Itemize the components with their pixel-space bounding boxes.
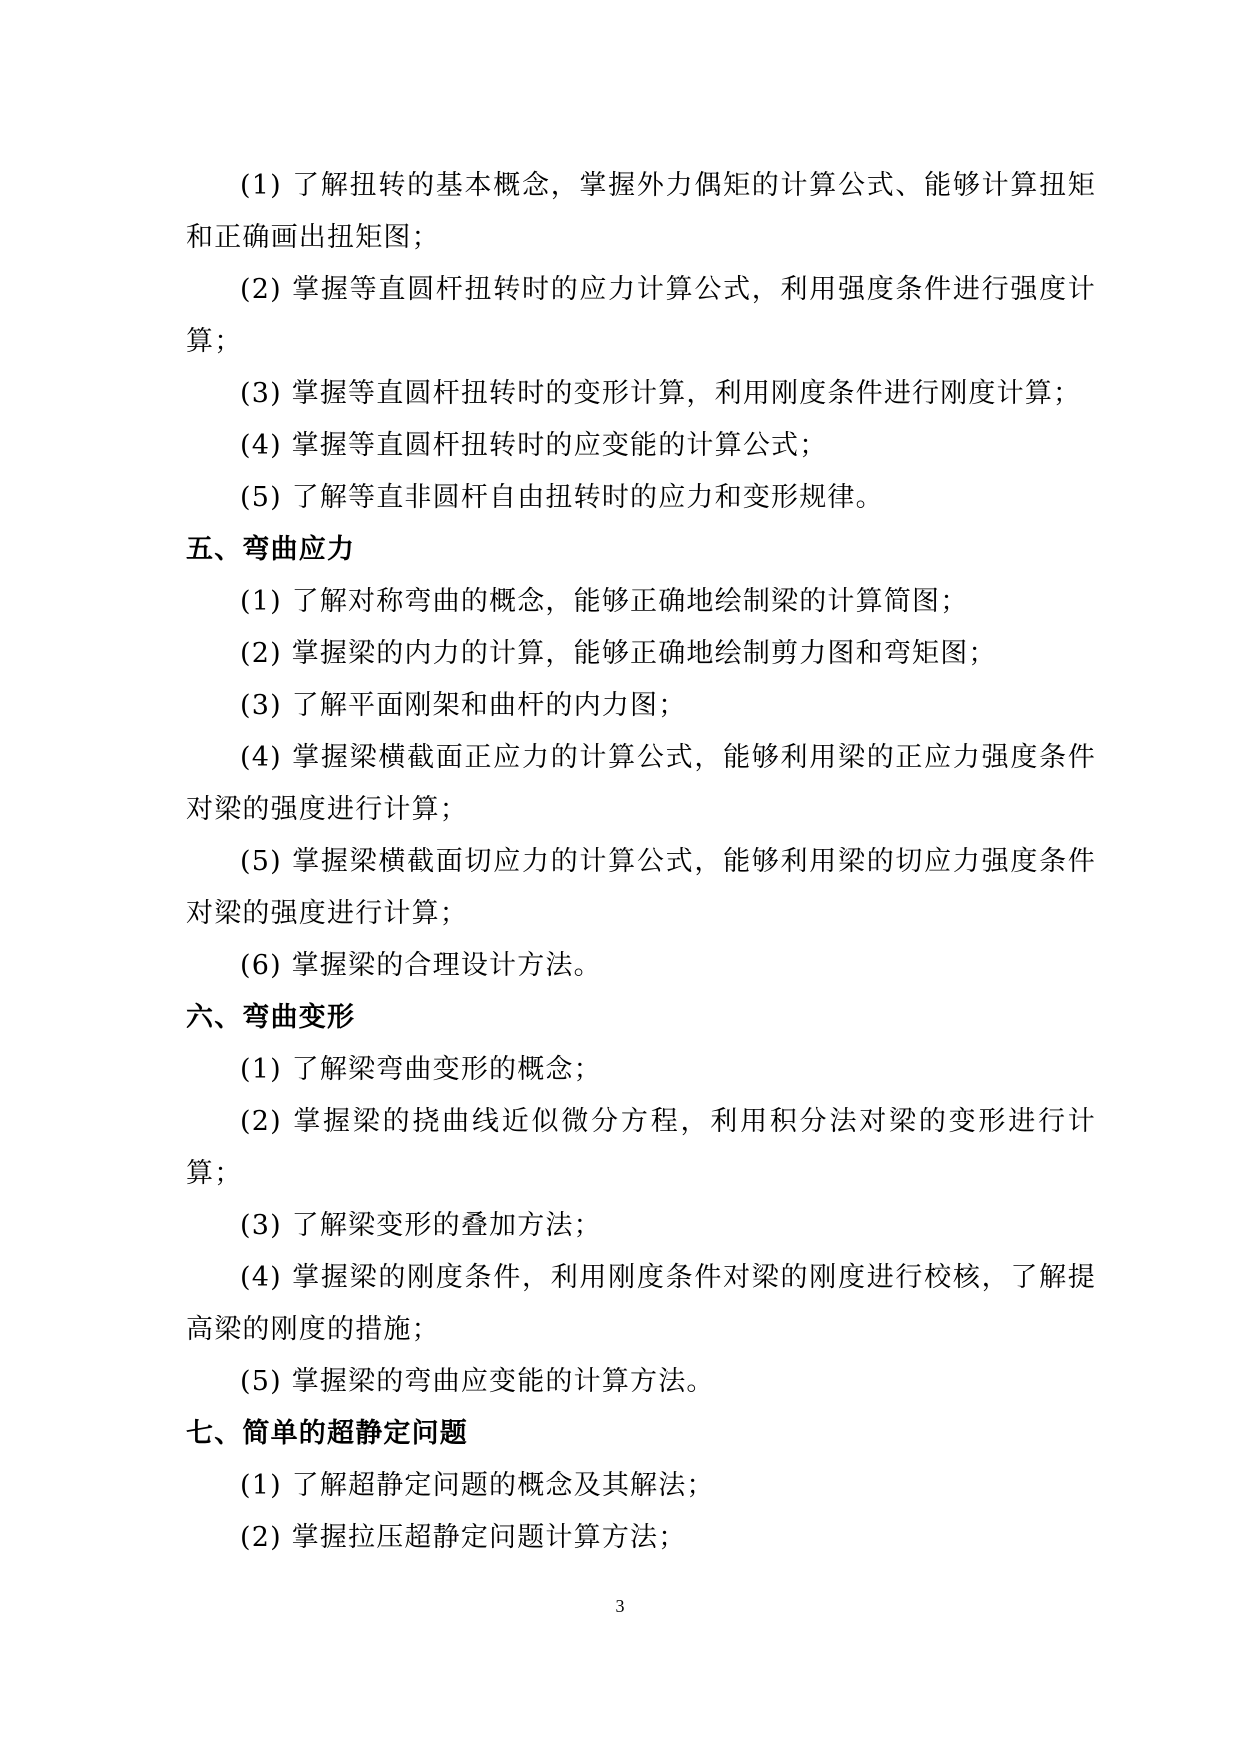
list-item: (1) 了解超静定问题的概念及其解法； xyxy=(240,1470,715,1501)
section-heading: 六、弯曲变形 xyxy=(186,1002,356,1033)
list-item: (5) 了解等直非圆杆自由扭转时的应力和变形规律。 xyxy=(240,482,884,513)
list-item: (2) 掌握梁的挠曲线近似微分方程，利用积分法对梁的变形进行计算； xyxy=(186,1106,1096,1189)
list-item: (5) 掌握梁横截面切应力的计算公式，能够利用梁的切应力强度条件对梁的强度进行计算； xyxy=(186,846,1096,929)
list-item: (1) 了解梁弯曲变形的概念； xyxy=(240,1054,602,1085)
page-number: 3 xyxy=(615,1596,625,1616)
list-item: (1) 了解扭转的基本概念，掌握外力偶矩的计算公式、能够计算扭矩和正确画出扭矩图； xyxy=(186,170,1096,253)
list-item: (4) 掌握梁的刚度条件，利用刚度条件对梁的刚度进行校核，了解提高梁的刚度的措施； xyxy=(186,1262,1096,1345)
list-item: (2) 掌握梁的内力的计算，能够正确地绘制剪力图和弯矩图； xyxy=(240,638,997,669)
list-item: (1) 了解对称弯曲的概念，能够正确地绘制梁的计算简图； xyxy=(240,586,969,617)
list-item: (3) 了解梁变形的叠加方法； xyxy=(240,1210,602,1241)
document-body xyxy=(186,160,1096,1564)
list-item: (4) 掌握等直圆杆扭转时的应变能的计算公式； xyxy=(240,430,828,461)
list-item: (4) 掌握梁横截面正应力的计算公式，能够利用梁的正应力强度条件对梁的强度进行计算； xyxy=(186,742,1096,825)
list-item: (5) 掌握梁的弯曲应变能的计算方法。 xyxy=(240,1366,715,1397)
section-heading: 七、简单的超静定问题 xyxy=(186,1418,468,1449)
list-item: (6) 掌握梁的合理设计方法。 xyxy=(240,950,602,981)
list-item: (2) 掌握等直圆杆扭转时的应力计算公式，利用强度条件进行强度计算； xyxy=(186,274,1096,357)
list-item: (3) 了解平面刚架和曲杆的内力图； xyxy=(240,690,687,721)
list-item: (3) 掌握等直圆杆扭转时的变形计算，利用刚度条件进行刚度计算； xyxy=(240,378,1082,409)
list-item: (2) 掌握拉压超静定问题计算方法； xyxy=(240,1522,687,1553)
section-heading: 五、弯曲应力 xyxy=(186,534,356,565)
